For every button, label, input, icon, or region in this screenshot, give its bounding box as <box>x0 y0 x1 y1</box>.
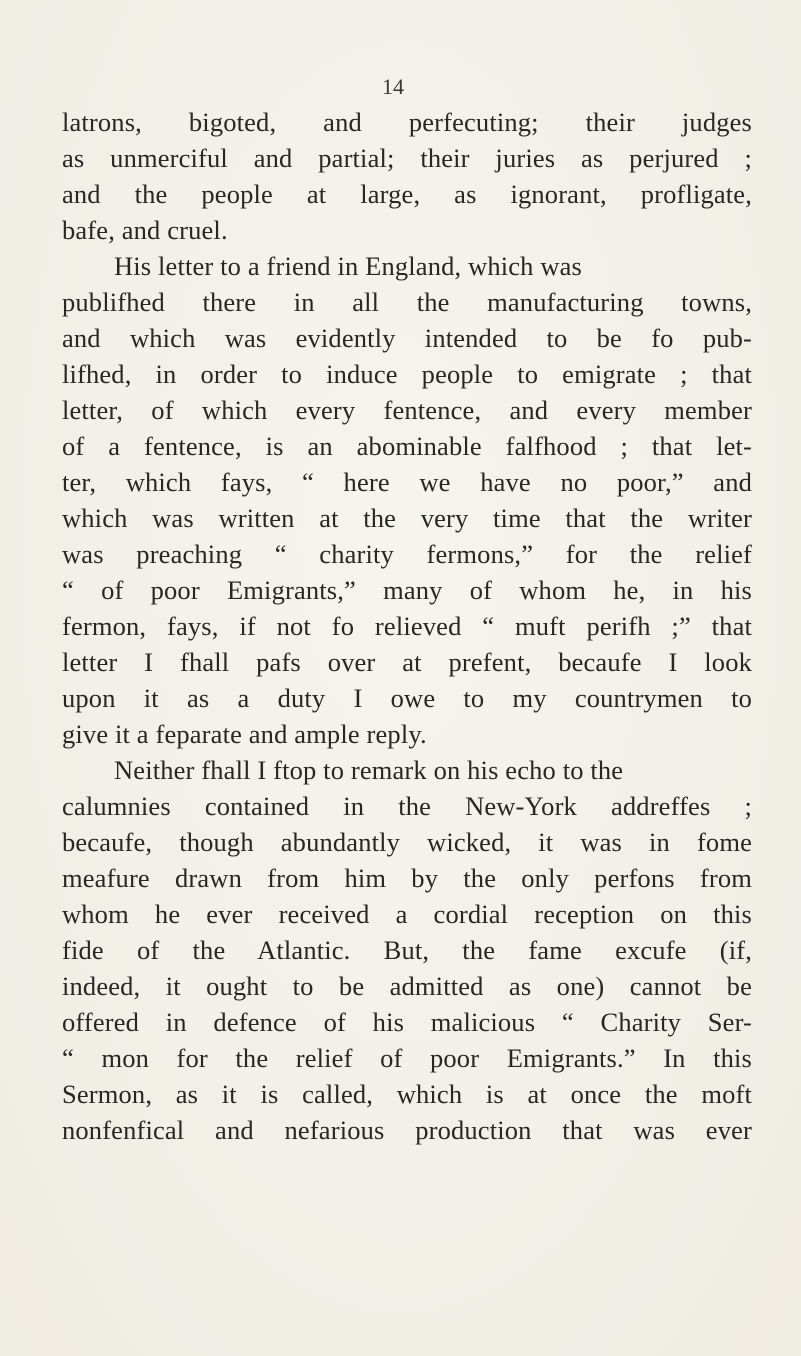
text-line: Sermon, as it is called, which is at once the moft <box>62 1079 752 1109</box>
text-line: offered in defence of his malicious “ Charity Ser- <box>62 1007 752 1037</box>
text-line: publifhed there in all the manufacturing towns, <box>62 287 752 317</box>
page-number: 14 <box>382 74 404 99</box>
text-line: of a fentence, is an abominable falfhood ; that let- <box>62 431 752 461</box>
text-line: bafe, and cruel. <box>62 215 228 245</box>
text-line: letter, of which every fentence, and every member <box>62 395 752 425</box>
text-line: whom he ever received a cordial reception on this <box>62 899 752 929</box>
text-line: latrons, bigoted, and perfecuting; their judges <box>62 107 752 137</box>
text-line: fermon, fays, if not fo relieved “ muft perifh ;” that <box>62 611 752 641</box>
body-text <box>62 104 752 1148</box>
text-line: upon it as a duty I owe to my countrymen to <box>62 683 752 713</box>
text-line: letter I fhall pafs over at prefent, becaufe I look <box>62 647 752 677</box>
text-line: and which was evidently intended to be fo pub- <box>62 323 752 353</box>
text-line: ter, which fays, “ here we have no poor,” and <box>62 467 752 497</box>
text-line: fide of the Atlantic. But, the fame excufe (if, <box>62 935 752 965</box>
text-line: His letter to a friend in England, which was <box>114 251 583 281</box>
text-line: which was written at the very time that the writer <box>62 503 752 533</box>
text-line: lifhed, in order to induce people to emigrate ; that <box>62 359 752 389</box>
text-line: calumnies contained in the New-York addreffes ; <box>62 791 752 821</box>
text-line: “ of poor Emigrants,” many of whom he, in his <box>62 575 752 605</box>
text-line: meafure drawn from him by the only perfons from <box>62 863 752 893</box>
text-line: give it a feparate and ample reply. <box>62 719 427 749</box>
text-line: “ mon for the relief of poor Emigrants.” In this <box>62 1043 752 1073</box>
text-line: becaufe, though abundantly wicked, it was in fome <box>62 827 752 857</box>
text-line: nonfenfical and nefarious production that was ever <box>62 1115 752 1145</box>
text-line: as unmerciful and partial; their juries as perjured ; <box>62 143 752 173</box>
text-line: was preaching “ charity fermons,” for the relief <box>62 539 752 569</box>
text-line: and the people at large, as ignorant, profligate, <box>62 179 752 209</box>
text-line: indeed, it ought to be admitted as one) cannot be <box>62 971 752 1001</box>
text-line: Neither fhall I ftop to remark on his echo to the <box>114 755 624 785</box>
